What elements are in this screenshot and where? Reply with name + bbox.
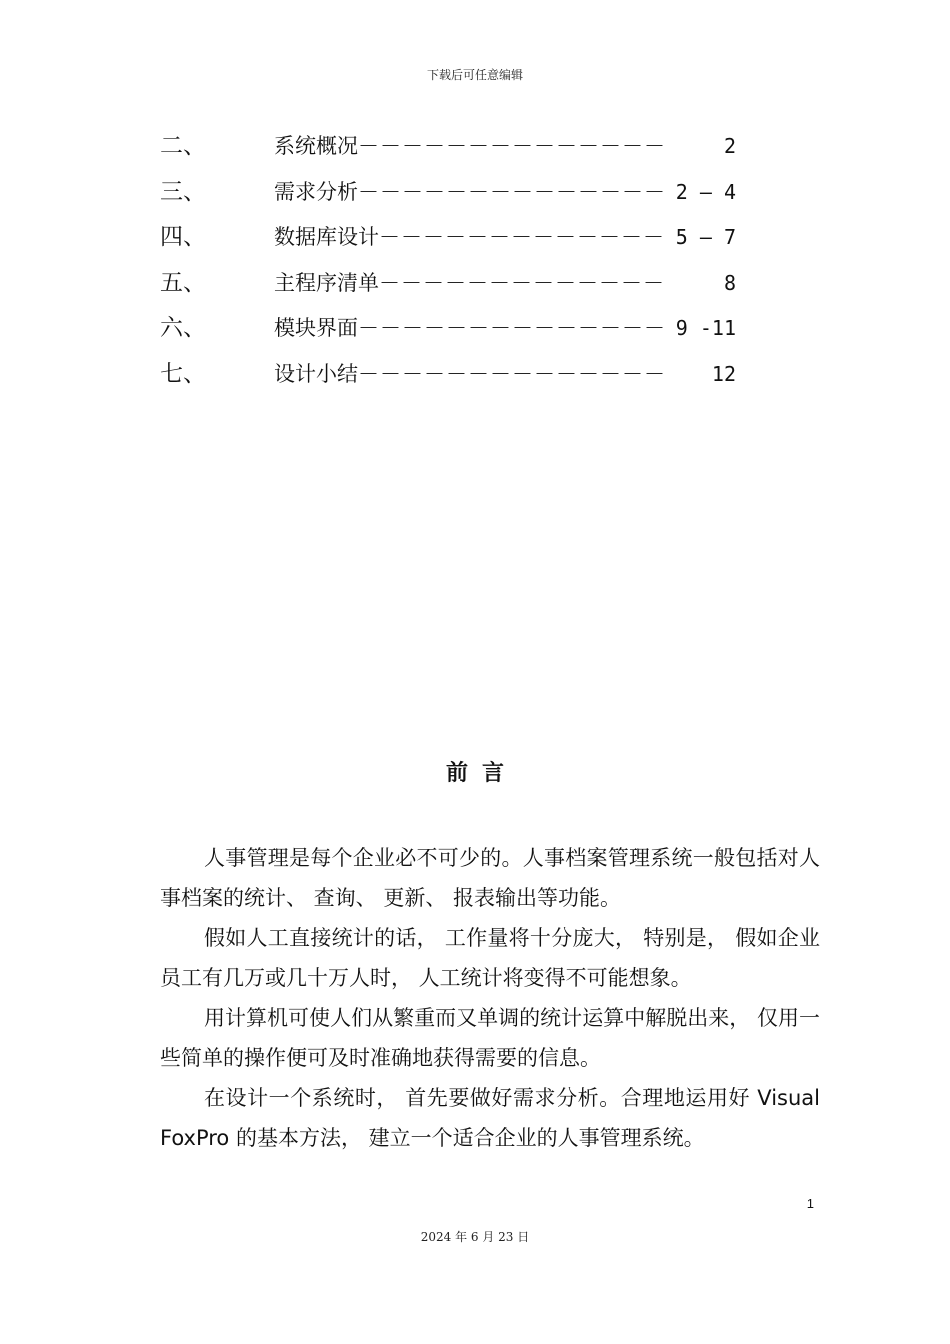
preface-paragraph-1: 人事管理是每个企业必不可少的。人事档案管理系统一般包括对人事档案的统计、 查询、 更新、 报表输出等功能。 — [160, 846, 820, 910]
toc-entry-leader: －－－－－－－－－－－－－－ — [358, 316, 666, 340]
toc-entry-leader: －－－－－－－－－－－－－ — [379, 270, 665, 295]
preface-paragraph-2: 假如人工直接统计的话， 工作量将十分庞大， 特别是， 假如企业员工有几万或几十万人时， 人工统计将变得不可能想象。 — [160, 926, 820, 990]
toc-entry-title: 设计小结 — [274, 361, 358, 386]
toc-entry-title-wrap — [274, 265, 665, 301]
toc-entry-title: 主程序清单 — [274, 270, 379, 295]
toc-entry-title: 模块界面 — [274, 316, 358, 340]
toc-entry-title: 数据库设计 — [274, 225, 379, 249]
toc-entry-4 — [160, 219, 740, 265]
page-header: 下载后可任意编辑 — [426, 68, 523, 82]
toc-entry-leader: －－－－－－－－－－－－－－ — [358, 134, 666, 158]
preface-body — [160, 838, 820, 1158]
toc-entry-7 — [160, 356, 740, 402]
toc-entry-3 — [160, 174, 740, 220]
toc-entry-title-wrap — [274, 219, 665, 255]
toc-entry-number: 三、 — [160, 178, 206, 205]
toc-entry-title-wrap — [274, 310, 666, 346]
page-number: 1 — [806, 1196, 814, 1211]
table-of-contents — [160, 128, 740, 401]
toc-entry-number: 二、 — [160, 133, 206, 159]
page-footer-date: 2024 年 6 月 23 日 — [420, 1230, 530, 1244]
toc-entry-page: 2 — [723, 134, 736, 158]
preface-heading: 前言 — [445, 761, 518, 786]
toc-entry-6 — [160, 310, 740, 356]
toc-entry-5 — [160, 265, 740, 311]
toc-entry-number: 四、 — [160, 224, 206, 250]
toc-entry-title-wrap — [274, 356, 666, 392]
toc-entry-leader: －－－－－－－－－－－－－－ — [358, 179, 666, 204]
toc-entry-2 — [160, 128, 740, 174]
toc-entry-page: 2 – 4 — [675, 179, 736, 204]
toc-entry-title-wrap — [274, 128, 666, 164]
toc-entry-leader: －－－－－－－－－－－－－ — [379, 225, 665, 249]
toc-entry-title-wrap — [274, 174, 666, 210]
toc-entry-number: 七、 — [160, 360, 206, 387]
toc-entry-number: 六、 — [160, 315, 206, 341]
toc-entry-page: 8 — [723, 270, 736, 295]
preface-paragraph-3: 用计算机可使人们从繁重而又单调的统计运算中解脱出来， 仅用一些简单的操作便可及时准确地获得需要的信息。 — [160, 1006, 820, 1070]
preface-paragraph-4: 在设计一个系统时， 首先要做好需求分析。合理地运用好 Visual FoxPro 的基本方法， 建立一个适合企业的人事管理系统。 — [160, 1086, 820, 1150]
toc-entry-title: 需求分析 — [274, 179, 358, 204]
toc-entry-page: 12 — [711, 361, 736, 386]
toc-entry-title: 系统概况 — [274, 134, 358, 158]
toc-entry-number: 五、 — [160, 269, 206, 296]
toc-entry-page: 9 -11 — [675, 316, 736, 340]
toc-entry-page: 5 – 7 — [675, 225, 736, 249]
toc-entry-leader: －－－－－－－－－－－－－－ — [358, 361, 666, 386]
